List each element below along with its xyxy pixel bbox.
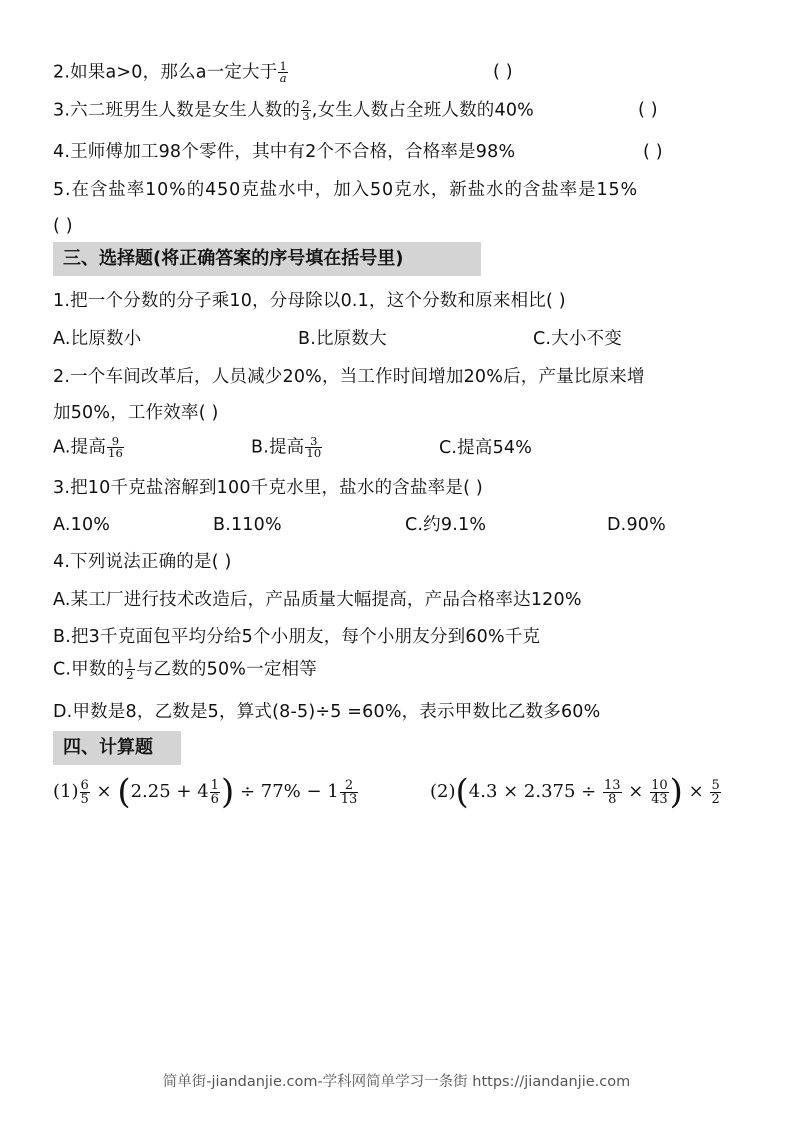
fraction-6-over-5: $\frac{6}{5}$: [80, 777, 89, 807]
answer-paren[interactable]: ( ): [638, 100, 658, 120]
fraction-2-over-13: $\frac{2}{13}$: [340, 777, 358, 807]
fraction-9-over-16: $\frac{9}{16}$: [108, 434, 124, 460]
calc-problem-1: (1) $\frac{6}{5}$ × (2.25 + 4 $\frac{1}{6}$ ) ÷ 77% − 1 $\frac{2}{13}$: [53, 772, 358, 812]
fraction-1-over-2: $\frac{1}{2}$: [126, 656, 134, 682]
page-footer: 简单街-jiandanjie.com-学科网简单学习一条街 https://jiandanjie.com: [162, 1074, 631, 1090]
section-choice-title: 三、选择题(将正确答案的序号填在括号里): [53, 242, 481, 276]
option-d[interactable]: D.90%: [607, 515, 666, 535]
fraction-5-over-2: $\frac{5}{2}$: [711, 777, 720, 807]
fraction-10-over-43: $\frac{10}{43}$: [651, 777, 668, 807]
calc-problem-2: (2)(4.3 × 2.375 ÷ $\frac{13}{8}$ × $\frac{10}{43}$ ) × $\frac{5}{2}$: [430, 772, 720, 812]
fraction-2-over-3: $\frac{2}{3}$: [302, 97, 310, 123]
option-a[interactable]: A.10%: [53, 515, 111, 535]
fraction-1-over-6: $\frac{1}{6}$: [210, 777, 219, 807]
choice-q3-options: [53, 514, 666, 536]
fraction-1-over-a: $\frac{1}{a}$: [279, 59, 287, 85]
option-b[interactable]: B.110%: [213, 515, 282, 535]
option-c[interactable]: C.甲数的 $\frac{1}{2}$ 与乙数的50%一定相等: [53, 656, 317, 682]
judge-q2: [53, 59, 513, 85]
option-b[interactable]: B.提高 $\frac{3}{10}$: [251, 434, 322, 460]
choice-q1: 1.把一个分数的分子乘10，分母除以0.1，这个分数和原来相比( ): [53, 291, 566, 311]
option-a[interactable]: A.比原数小: [53, 329, 142, 349]
section-calc-title: 四、计算题: [53, 731, 181, 765]
judge-q2-text: 2.如果a>0，那么a一定大于: [53, 62, 278, 83]
answer-paren[interactable]: ( ): [643, 142, 663, 162]
fraction-3-over-10: $\frac{3}{10}$: [306, 434, 322, 460]
option-c[interactable]: C.提高54%: [439, 438, 533, 458]
fraction-13-over-8: $\frac{13}{8}$: [604, 777, 621, 807]
choice-q3: 3.把10千克盐溶解到100千克水里，盐水的含盐率是( ): [53, 478, 483, 498]
choice-q2-line2: 加50%，工作效率( ): [53, 403, 219, 423]
choice-q2-line1: 2.一个车间改革后，人员减少20%，当工作时间增加20%后，产量比原来增: [53, 367, 645, 387]
option-d[interactable]: D.甲数是8，乙数是5，算式(8-5)÷5 =60%，表示甲数比乙数多60%: [53, 702, 601, 722]
answer-paren[interactable]: ( ): [493, 62, 513, 82]
option-c[interactable]: C.约9.1%: [405, 515, 487, 535]
option-b[interactable]: B.把3千克面包平均分给5个小朋友，每个小朋友分到60%千克: [53, 627, 541, 647]
option-c[interactable]: C.大小不变: [533, 329, 622, 349]
judge-q5: 5.在含盐率10%的450克盐水中，加入50克水，新盐水的含盐率是15%: [53, 180, 639, 200]
option-a[interactable]: A.提高 $\frac{9}{16}$: [53, 434, 124, 460]
option-b[interactable]: B.比原数大: [298, 329, 387, 349]
judge-q5-paren[interactable]: ( ): [53, 216, 73, 236]
choice-q4: 4.下列说法正确的是( ): [53, 552, 232, 572]
judge-q3: 3.六二班男生人数是女生人数的 $\frac{2}{3}$ ,女生人数占全班人数的40% ( ): [53, 97, 658, 123]
choice-q1-options: [53, 328, 622, 350]
option-a[interactable]: A.某工厂进行技术改造后，产品质量大幅提高，产品合格率达120%: [53, 590, 582, 610]
judge-q4: 4.王师傅加工98个零件，其中有2个不合格，合格率是98% ( ): [53, 142, 663, 162]
choice-q2-options: [53, 434, 533, 460]
